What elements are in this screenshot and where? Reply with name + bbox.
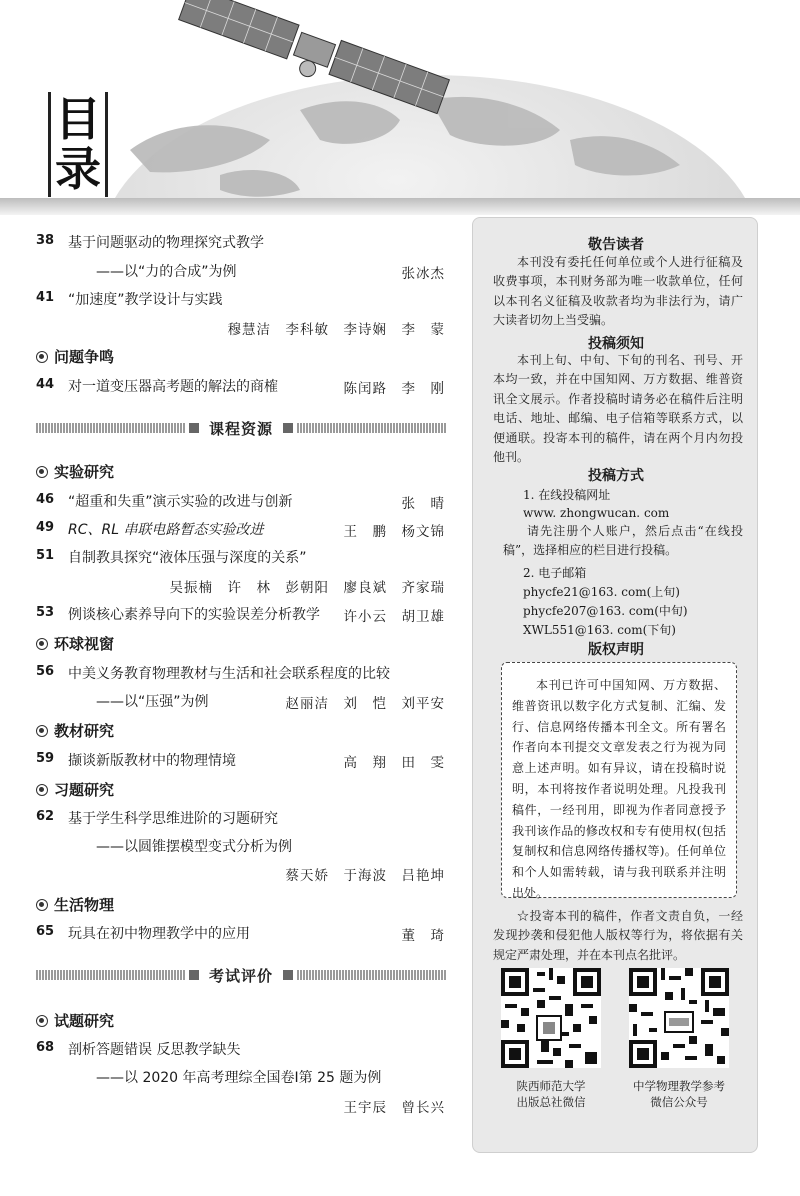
qr-caption-line: 陕西师范大学 xyxy=(516,1079,586,1093)
article-authors: 高 翔 田 雯 xyxy=(343,755,445,771)
section-label: 教材研究 xyxy=(54,722,115,740)
article-authors: 穆慧洁 李科敏 李诗娴 李 蒙 xyxy=(227,322,445,338)
copyright-box xyxy=(501,662,737,898)
category-banner xyxy=(36,419,446,438)
online-url[interactable]: www. zhongwucan. com xyxy=(523,506,670,520)
article-authors: 王宇辰 曾长兴 xyxy=(343,1100,445,1116)
target-circle-icon xyxy=(36,784,48,796)
title-char-mu: 目 xyxy=(55,92,101,146)
section-label: 试题研究 xyxy=(54,1012,115,1030)
warning-text: ☆投寄本刊的稿件，作者文责自负，一经发现抄袭和侵犯他人版权等行为，将依据有关规定严肃处理，并在本刊点名批评。 xyxy=(493,909,743,962)
qr-caption-line: 微信公众号 xyxy=(650,1095,708,1109)
section-label: 环球视窗 xyxy=(54,635,115,653)
category-banner xyxy=(36,966,446,985)
section-heading xyxy=(36,346,114,367)
article-title[interactable]: “加速度”教学设计与实践 xyxy=(68,292,223,308)
online-label: 1. 在线投稿网址 xyxy=(523,488,611,502)
copyright-heading: 版权声明 xyxy=(588,642,644,658)
page-number: 62 xyxy=(36,809,55,824)
email-label: 2. 电子邮箱 xyxy=(523,566,587,580)
qr-caption-right xyxy=(614,1078,744,1110)
submit-heading: 投稿须知 xyxy=(588,336,644,352)
section-heading xyxy=(36,633,114,654)
info-panel xyxy=(472,217,758,1153)
copyright-text: 本刊已许可中国知网、万方数据、维普资讯以数字化方式复制、汇编、发行、信息网络传播本刊全文。所有署名作者向本刊提交文章发表之行为视为同意上述声明。如有异议，请在投稿时说明，本刊将按作者说明处理。凡投我刊稿件，一经刊用，即视为作者同意授予我刊该作品的修改权和专有使用权(包括复制权和信息网络传播权等)。任何单位和个人如需转载，请与我刊联系并注明出处。 xyxy=(512,678,726,900)
title-char-lu: 录 xyxy=(55,142,101,196)
page-number: 44 xyxy=(36,377,55,392)
qr-code-icon xyxy=(629,968,729,1068)
article-title[interactable]: “超重和失重”演示实验的改进与创新 xyxy=(68,494,293,510)
notice-text: 本刊没有委托任何单位或个人进行征稿及收费事项，本刊财务部为唯一收款单位，任何以本刊名义征稿及收款者均为非法行为，请广大读者切勿上当受骗。 xyxy=(493,255,743,328)
page-number: 65 xyxy=(36,924,55,939)
article-title[interactable]: 基于学生科学思维进阶的习题研究 xyxy=(68,811,278,827)
page-number: 68 xyxy=(36,1040,55,1055)
banner-label: 课程资源 xyxy=(209,419,274,438)
notice-heading: 敬告读者 xyxy=(588,237,644,253)
target-circle-icon xyxy=(36,1015,48,1027)
section-label: 生活物理 xyxy=(54,896,115,914)
article-authors: 王 鹏 杨文锦 xyxy=(343,524,445,540)
qr-code-icon xyxy=(501,968,601,1068)
page-number: 46 xyxy=(36,492,55,507)
article-subtitle: ——以“压强”为例 xyxy=(96,694,209,710)
page-number: 49 xyxy=(36,520,55,535)
article-authors: 陈闰路 李 刚 xyxy=(343,381,445,397)
article-title[interactable]: RC、RL 串联电路暂态实验改进 xyxy=(68,522,264,538)
target-circle-icon xyxy=(36,725,48,737)
target-circle-icon xyxy=(36,638,48,650)
page-number: 56 xyxy=(36,664,55,679)
section-heading xyxy=(36,720,114,741)
target-circle-icon xyxy=(36,466,48,478)
article-title[interactable]: 基于问题驱动的物理探究式教学 xyxy=(68,235,264,251)
article-authors: 蔡天娇 于海波 吕艳坤 xyxy=(285,868,445,884)
section-label: 习题研究 xyxy=(54,781,115,799)
article-title[interactable]: 剖析答题错误 反思教学缺失 xyxy=(68,1042,241,1058)
section-heading xyxy=(36,894,114,915)
online-note: 请先注册个人账户，然后点击“在线投稿”，选择相应的栏目进行投稿。 xyxy=(503,524,743,558)
email-item[interactable]: phycfe207@163. com(中旬) xyxy=(523,604,688,618)
article-subtitle: ——以圆锥摆模型变式分析为例 xyxy=(96,839,292,855)
page-number: 41 xyxy=(36,290,55,305)
target-circle-icon xyxy=(36,351,48,363)
target-circle-icon xyxy=(36,899,48,911)
article-authors: 董 琦 xyxy=(401,928,445,944)
page-number: 59 xyxy=(36,751,55,766)
page-number: 53 xyxy=(36,605,55,620)
section-label: 问题争鸣 xyxy=(54,348,115,366)
email-item[interactable]: phycfe21@163. com(上旬) xyxy=(523,585,680,599)
page-number: 38 xyxy=(36,233,55,248)
section-heading xyxy=(36,1010,114,1031)
article-authors: 许小云 胡卫雄 xyxy=(343,609,445,625)
article-title[interactable]: 对一道变压器高考题的解法的商榷 xyxy=(68,379,278,395)
submit-text: 本刊上旬、中旬、下旬的刊名、刊号、开本均一致，并在中国知网、万方数据、维普资讯全文展示。作者投稿时请务必在稿件后注明电话、地址、邮编、电子信箱等联系方式，以便通联。投寄本刊的稿件，请在两个月内勿投他刊。 xyxy=(493,353,743,465)
page-number: 51 xyxy=(36,548,55,563)
article-title[interactable]: 中美义务教育物理教材与生活和社会联系程度的比较 xyxy=(68,666,390,682)
article-authors: 赵丽洁 刘 恺 刘平安 xyxy=(285,696,445,712)
article-authors: 吴振楠 许 林 彭朝阳 廖良斌 齐家瑞 xyxy=(169,580,445,596)
article-subtitle: ——以 2020 年高考理综全国卷Ⅰ第 25 题为例 xyxy=(96,1070,382,1086)
article-title[interactable]: 玩具在初中物理教学中的应用 xyxy=(68,926,250,942)
banner-label: 考试评价 xyxy=(209,966,274,985)
article-title[interactable]: 例谈核心素养导向下的实验误差分析教学 xyxy=(68,607,320,623)
article-authors: 张 晴 xyxy=(401,496,445,512)
section-heading xyxy=(36,779,114,800)
qr-caption-line: 出版总社微信 xyxy=(516,1095,586,1109)
qr-caption-left xyxy=(486,1078,616,1110)
article-authors: 张冰杰 xyxy=(401,266,445,282)
article-subtitle: ——以“力的合成”为例 xyxy=(96,264,237,280)
section-heading xyxy=(36,461,114,482)
email-item[interactable]: XWL551@163. com(下旬) xyxy=(523,623,676,637)
article-title[interactable]: 撷谈新版教材中的物理情境 xyxy=(68,753,236,769)
section-label: 实验研究 xyxy=(54,463,115,481)
method-heading: 投稿方式 xyxy=(588,468,644,484)
article-title[interactable]: 自制教具探究“液体压强与深度的关系” xyxy=(68,550,307,566)
qr-caption-line: 中学物理教学参考 xyxy=(633,1079,725,1093)
